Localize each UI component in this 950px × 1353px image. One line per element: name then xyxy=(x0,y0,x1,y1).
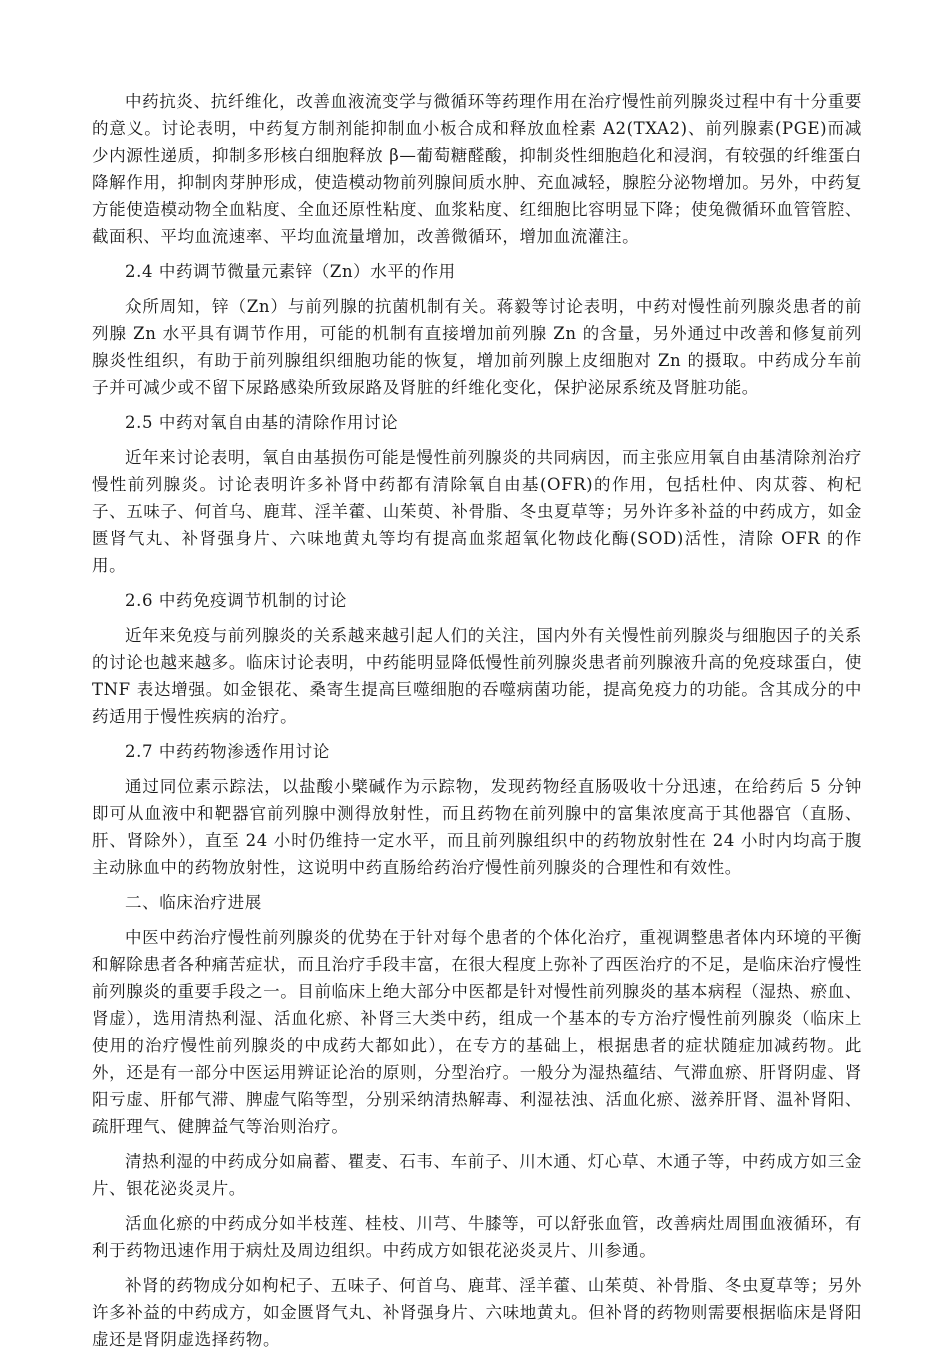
paragraph: 中医中药治疗慢性前列腺炎的优势在于针对每个患者的个体化治疗，重视调整患者体内环境的平衡和解除患者各种痛苦症状，而且治疗手段丰富，在很大程度上弥补了西医治疗的不足，是临床治疗慢性前列腺炎的重要手段之一。目前临床上绝大部分中医都是针对慢性前列腺炎的基本病程（湿热、瘀血、肾虚），选用清热利湿、活血化瘀、补肾三大类中药，组成一个基本的专方治疗慢性前列腺炎（临床上使用的治疗慢性前列腺炎的中成药大都如此），在专方的基础上，根据患者的症状随症加减药物。此外，还是有一部分中医运用辨证论治的原则，分型治疗。一般分为湿热蕴结、气滞血瘀、肝肾阴虚、肾阳亏虚、肝郁气滞、脾虚气陷等型，分别采纳清热解毒、利湿祛浊、活血化瘀、滋养肝肾、温补肾阳、疏肝理气、健脾益气等治则治疗。 xyxy=(92,928,862,1136)
paragraph: 清热利湿的中药成分如扁蓄、瞿麦、石韦、车前子、川木通、灯心草、木通子等，中药成方如三金片、银花泌炎灵片。 xyxy=(92,1152,862,1198)
section-heading: 2.6 中药免疫调节机制的讨论 xyxy=(125,591,347,610)
section-heading: 2.5 中药对氧自由基的清除作用讨论 xyxy=(125,413,399,432)
section-heading: 二、临床治疗进展 xyxy=(125,893,262,912)
paragraph: 中药抗炎、抗纤维化，改善血液流变学与微循环等药理作用在治疗慢性前列腺炎过程中有十分重要的意义。讨论表明，中药复方制剂能抑制血小板合成和释放血栓素 A2(TXA2)、前列腺素(PGE)而减少内源性递质，抑制多形核白细胞释放 β—葡萄糖醛酸，抑制炎性细胞趋化和浸润，有较强的纤维蛋白降解作用，抑制肉芽肿形成，使造模动物前列腺间质水肿、充血减轻，腺腔分泌物增加。另外，中药复方能使造模动物全血粘度、全血还原性粘度、血浆粘度、红细胞比容明显下降；使兔微循环血管管腔、截面积、平均血流速率、平均血流量增加，改善微循环，增加血流灌注。 xyxy=(92,92,862,246)
paragraph: 近年来免疫与前列腺炎的关系越来越引起人们的关注，国内外有关慢性前列腺炎与细胞因子的关系的讨论也越来越多。临床讨论表明，中药能明显降低慢性前列腺炎患者前列腺液升高的免疫球蛋白，使 TNF 表达增强。如金银花、桑寄生提高巨噬细胞的吞噬病菌功能，提高免疫力的功能。含其成分的中药适用于慢性疾病的治疗。 xyxy=(92,626,862,726)
paragraph: 活血化瘀的中药成分如半枝莲、桂枝、川芎、牛膝等，可以舒张血管，改善病灶周围血液循环，有利于药物迅速作用于病灶及周边组织。中药成方如银花泌炎灵片、川参通。 xyxy=(92,1214,862,1260)
paragraph: 近年来讨论表明，氧自由基损伤可能是慢性前列腺炎的共同病因，而主张应用氧自由基清除剂治疗慢性前列腺炎。讨论表明许多补肾中药都有清除氧自由基(OFR)的作用，包括杜仲、肉苁蓉、枸杞子、五味子、何首乌、鹿茸、淫羊藿、山茱萸、补骨脂、冬虫夏草等；另外许多补益的中药成方，如金匮肾气丸、补肾强身片、六味地黄丸等均有提高血浆超氧化物歧化酶(SOD)活性，清除 OFR 的作用。 xyxy=(92,448,862,575)
paragraph: 通过同位素示踪法，以盐酸小檗碱作为示踪物，发现药物经直肠吸收十分迅速，在给药后 5 分钟即可从血液中和靶器官前列腺中测得放射性，而且药物在前列腺中的富集浓度高于其他器官（直肠、肝、肾除外），直至 24 小时仍维持一定水平，而且前列腺组织中的药物放射性在 24 小时内均高于腹主动脉血中的药物放射性，这说明中药直肠给药治疗慢性前列腺炎的合理性和有效性。 xyxy=(92,777,862,877)
section-heading: 2.4 中药调节微量元素锌（Zn）水平的作用 xyxy=(125,262,456,281)
section-heading: 2.7 中药药物渗透作用讨论 xyxy=(125,742,330,761)
paragraph: 补肾的药物成分如枸杞子、五味子、何首乌、鹿茸、淫羊藿、山茱萸、补骨脂、冬虫夏草等；另外许多补益的中药成方，如金匮肾气丸、补肾强身片、六味地黄丸。但补肾的药物则需要根据临床是肾阳虚还是肾阴虚选择药物。 xyxy=(92,1276,862,1349)
paragraph: 众所周知，锌（Zn）与前列腺的抗菌机制有关。蒋毅等讨论表明，中药对慢性前列腺炎患者的前列腺 Zn 水平具有调节作用，可能的机制有直接增加前列腺 Zn 的含量，另外通过中改善和修复前列腺炎性组织，有助于前列腺组织细胞功能的恢复，增加前列腺上皮细胞对 Zn 的摄取。中药成分车前子并可减少或不留下尿路感染所致尿路及肾脏的纤维化变化，保护泌尿系统及肾脏功能。 xyxy=(92,297,862,397)
